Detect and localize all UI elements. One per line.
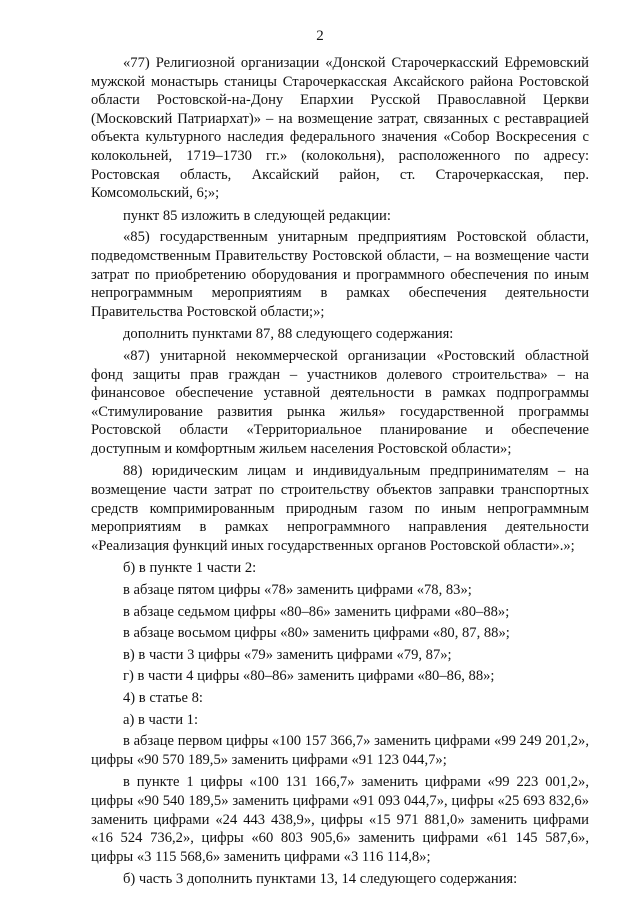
paragraph-point-1-figures: в пункте 1 цифры «100 131 166,7» заменить цифрами «99 223 001,2», цифры «90 540 189,5» заменить цифрами «91 093 044,7», цифры «25 693 832,6» заменить цифрами «24 443 438,9», цифры «15 971 881,0» заменить цифрами «16 524 736,2», цифры «60 803 905,6» заменить цифрами «61 145 587,6», цифры «3 115 568,6» заменить цифрами «3 116 114,8»;: [91, 774, 589, 865]
paragraph-v-part-3: в) в части 3 цифры «79» заменить цифрами «79, 87»;: [123, 646, 452, 663]
paragraph-88: 88) юридическим лицам и индивидуальным предпринимателям – на возмещение части затрат по строительству объектов заправки транспортных средств компримированным природным газом по иным непрограммным мероприятиям в рамках непрограммного направления деятельности «Реализация функций иных государственных органов Ростовской области».»;: [91, 463, 589, 554]
paragraph-abzac-8: в абзаце восьмом цифры «80» заменить цифрами «80, 87, 88»;: [123, 625, 510, 642]
paragraph-77: «77) Религиозной организации «Донской Старочеркасский Ефремовский мужской монастырь станицы Старочеркасская Аксайского района Ростовской области Ростовской-на-Дону Епархии Русской Православной Церкви (Московский Патриархат)» – на возмещение затрат, связанных с реставрацией объекта культурного наследия федерального значения «Собор Воскресения с колокольней, 1719–1730 гг.» (колокольня), расположенного по адресу: Ростовская область, Аксайский район, ст. Старочеркасская, пер. Комсомольский, 6;»;: [91, 55, 589, 202]
paragraph-87: «87) унитарной некоммерческой организации «Ростовский областной фонд защиты прав граждан – участников долевого строительства» – на финансовое обеспечение уставной деятельности в рамках подпрограммы «Стимулирование развития рынка жилья» государственной программы Ростовской области «Территориальное планирование и обеспечение доступным и комфортным жильем населения Ростовской области»;: [91, 347, 589, 457]
paragraph-add-87-88: дополнить пунктами 87, 88 следующего содержания:: [123, 326, 454, 343]
paragraph-b-part-3: б) часть 3 дополнить пунктами 13, 14 следующего содержания:: [123, 871, 518, 888]
paragraph-point-85-intro: пункт 85 изложить в следующей редакции:: [123, 207, 391, 224]
paragraph-b-part-2: б) в пункте 1 части 2:: [123, 560, 257, 577]
paragraph-85: «85) государственным унитарным предприятиям Ростовской области, подведомственным Правительству Ростовской области, – на возмещение части затрат по приобретению оборудования и программного обеспечения по иным непрограммным мероприятиям в рамках обеспечения деятельности Правительства Ростовской области;»;: [91, 229, 589, 320]
paragraph-article-8: 4) в статье 8:: [123, 690, 203, 706]
paragraph-abzac-5: в абзаце пятом цифры «78» заменить цифрами «78, 83»;: [123, 582, 472, 599]
paragraph-a-part-1: а) в части 1:: [123, 711, 199, 728]
paragraph-abzac-1-figures: в абзаце первом цифры «100 157 366,7» заменить цифрами «99 249 201,2», цифры «90 570 189,5» заменить цифрами «91 123 044,7»;: [91, 733, 589, 768]
document-body: [91, 54, 589, 893]
paragraph-g-part-4: г) в части 4 цифры «80–86» заменить цифрами «80–86, 88»;: [123, 668, 495, 685]
page-number: 2: [316, 28, 324, 44]
paragraph-abzac-7: в абзаце седьмом цифры «80–86» заменить цифрами «80–88»;: [123, 603, 510, 620]
